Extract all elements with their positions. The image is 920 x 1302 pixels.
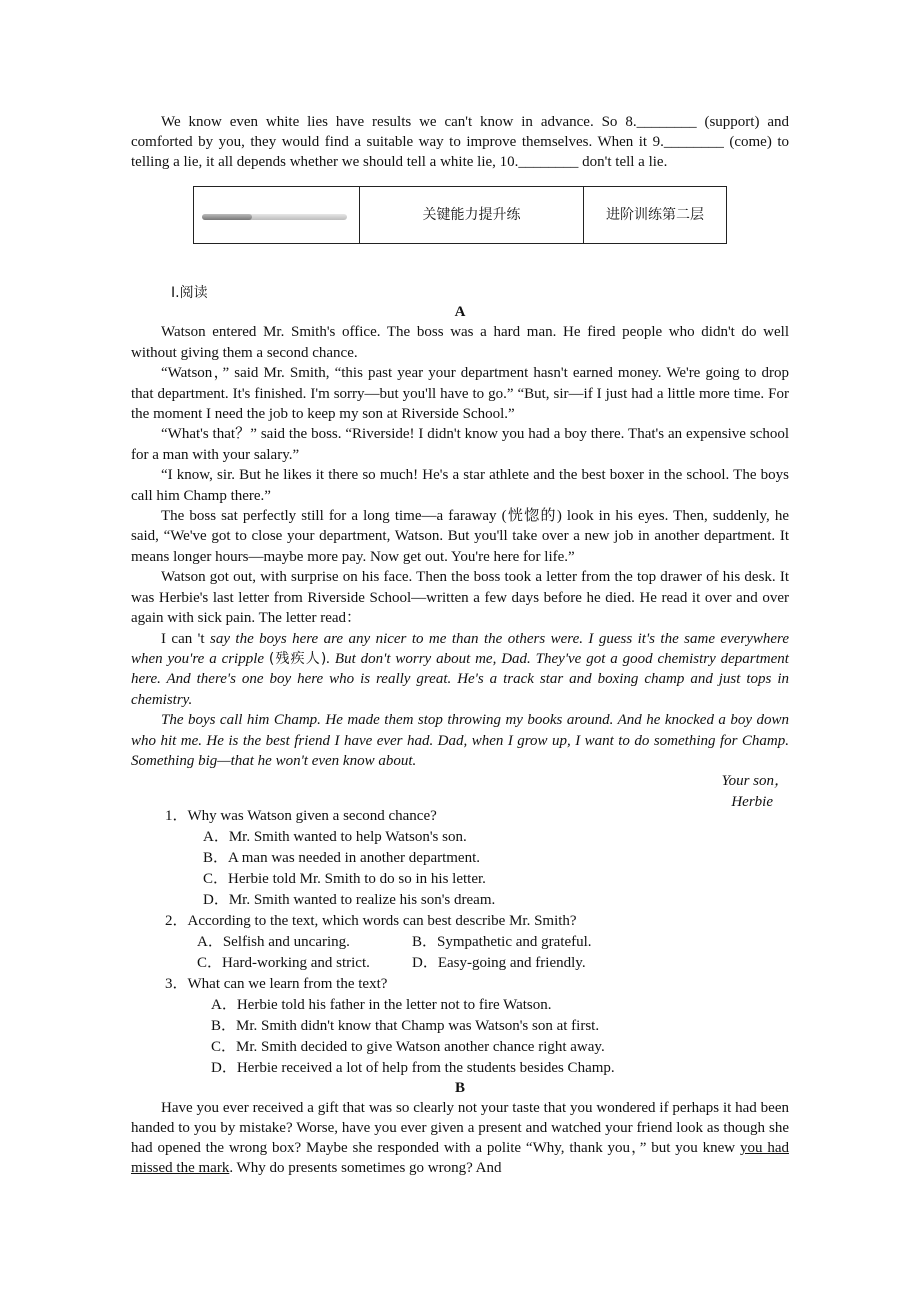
passage-a-p1: Watson entered Mr. Smith's office. The boss was a hard man. He fired people who didn't do well without giving them a second chance. bbox=[131, 324, 789, 361]
q2-option-b: B．Sympathetic and grateful. bbox=[412, 934, 592, 950]
letter-cn-gloss: (残疾人) bbox=[268, 650, 327, 667]
q3-option-a: A．Herbie told his father in the letter not to fire Watson. bbox=[211, 997, 552, 1013]
passage-b bbox=[131, 1078, 789, 1178]
section-label-block bbox=[131, 283, 789, 303]
passage-b-text-a: Have you ever received a gift that was so clearly not your taste that you wondered if perhaps it had been handed to you by mistake? Worse, have you ever given a present and watched your friend look as though she had opened the wrong box? Maybe she responded with a polite “Why, thank you，” but you knew bbox=[131, 1100, 789, 1156]
header-title: 关键能力提升练 bbox=[422, 207, 521, 223]
passage-a-p2: “Watson，” said Mr. Smith, “this past year your department hasn't earned money. We're going to drop that department. It's finished. I'm sorry—but you'll have to go.” “But, sir—if I just had a little more time. For the moment I need the job to keep my son at Riverside School.” bbox=[131, 365, 789, 423]
q1-option-c: C．Herbie told Mr. Smith to do so in his letter. bbox=[203, 871, 486, 887]
top-paragraph-block bbox=[131, 112, 789, 172]
letter-start: I can 't bbox=[161, 630, 210, 647]
q3-option-c: C．Mr. Smith decided to give Watson another chance right away. bbox=[211, 1039, 605, 1055]
passage-a-p4: “I know, sir. But he likes it there so much! He's a star athlete and the best boxer in the school. The boys call him Champ there.” bbox=[131, 467, 789, 504]
section-header-table bbox=[193, 186, 727, 244]
passage-a bbox=[131, 302, 789, 812]
letter-text-a: say the boys here are any nicer to me than the others were. I guess it's the same everywhere when you're a cripple bbox=[131, 630, 789, 667]
passage-b-text-b: . Why do presents sometimes go wrong? And bbox=[229, 1160, 502, 1176]
passage-b-title: B bbox=[454, 1080, 465, 1096]
header-level-cell bbox=[584, 187, 726, 243]
question-1: 1．Why was Watson given a second chance? bbox=[165, 808, 437, 824]
q1-option-a: A．Mr. Smith wanted to help Watson's son. bbox=[203, 829, 467, 845]
letter-signature: Herbie bbox=[731, 793, 773, 810]
q2-option-a: A．Selfish and uncaring. bbox=[197, 934, 350, 950]
passage-b-underlined-phrase: you had missed the mark bbox=[131, 1140, 789, 1176]
q1-option-b: B．A man was needed in another department. bbox=[203, 850, 481, 866]
letter-signoff: Your son， bbox=[721, 773, 789, 790]
letter-paragraph-2: The boys call him Champ. He made them stop throwing my books around. And he knocked a boy down who hit me. He is the best friend I have ever had. Dad, when I grow up, I want to do something for Champ. Something big—that he won't even know about. bbox=[131, 712, 789, 769]
q3-option-b: B．Mr. Smith didn't know that Champ was Watson's son at first. bbox=[211, 1018, 600, 1034]
question-2: 2．According to the text, which words can best describe Mr. Smith? bbox=[165, 913, 577, 929]
letter-paragraph-1 bbox=[131, 629, 789, 711]
q2-option-d: D．Easy-going and friendly. bbox=[412, 955, 586, 971]
top-paragraph: We know even white lies have results we can't know in advance. So 8.________ (support) and comforted by you, they would find a suitable way to improve themselves. When it 9.________ (come) to telling a lie, it all depends whether we should tell a white lie, 10.________ don't tell a lie. bbox=[131, 114, 789, 170]
passage-a-p6: Watson got out, with surprise on his face. Then the boss took a letter from the top drawer of his desk. It was Herbie's last letter from Riverside School—written a few days before he died. He read it over and over again with sick pain. The letter read： bbox=[131, 569, 789, 627]
q2-options-row-2 bbox=[131, 953, 789, 974]
progress-bar-fill bbox=[202, 214, 252, 220]
q1-option-d: D．Mr. Smith wanted to realize his son's dream. bbox=[203, 892, 496, 908]
q2-options-row-1 bbox=[131, 932, 789, 953]
questions-block bbox=[131, 806, 789, 1079]
passage-a-title: A bbox=[454, 304, 466, 320]
question-3: 3．What can we learn from the text? bbox=[165, 976, 388, 992]
q3-option-d: D．Herbie received a lot of help from the students besides Champ. bbox=[211, 1060, 615, 1076]
section-label: Ⅰ.阅读 bbox=[171, 285, 208, 301]
passage-a-p3: “What's that？” said the boss. “Riverside! I didn't know you had a boy there. That's an expensive school for a man with your salary.” bbox=[131, 426, 789, 463]
header-title-cell bbox=[360, 187, 584, 243]
passage-b-p1 bbox=[131, 1098, 789, 1178]
q2-option-c: C．Hard-working and strict. bbox=[197, 955, 370, 971]
header-level: 进阶训练第二层 bbox=[606, 207, 704, 223]
passage-a-p5: The boss sat perfectly still for a long time—a faraway (恍惚的) look in his eyes. Then, suddenly, he said, “We've got to close your department, Watson. But you'll take over a new job in another department. It means longer hours—maybe more pay. Now get out. You're here for life.” bbox=[131, 508, 789, 565]
letter-text-b: . But don't worry about me, Dad. They've got a good chemistry department here. And there's one boy here who is really great. He's a track star and boxing champ and just tops in chemistry. bbox=[131, 650, 789, 708]
progress-bar-cell bbox=[194, 187, 360, 243]
